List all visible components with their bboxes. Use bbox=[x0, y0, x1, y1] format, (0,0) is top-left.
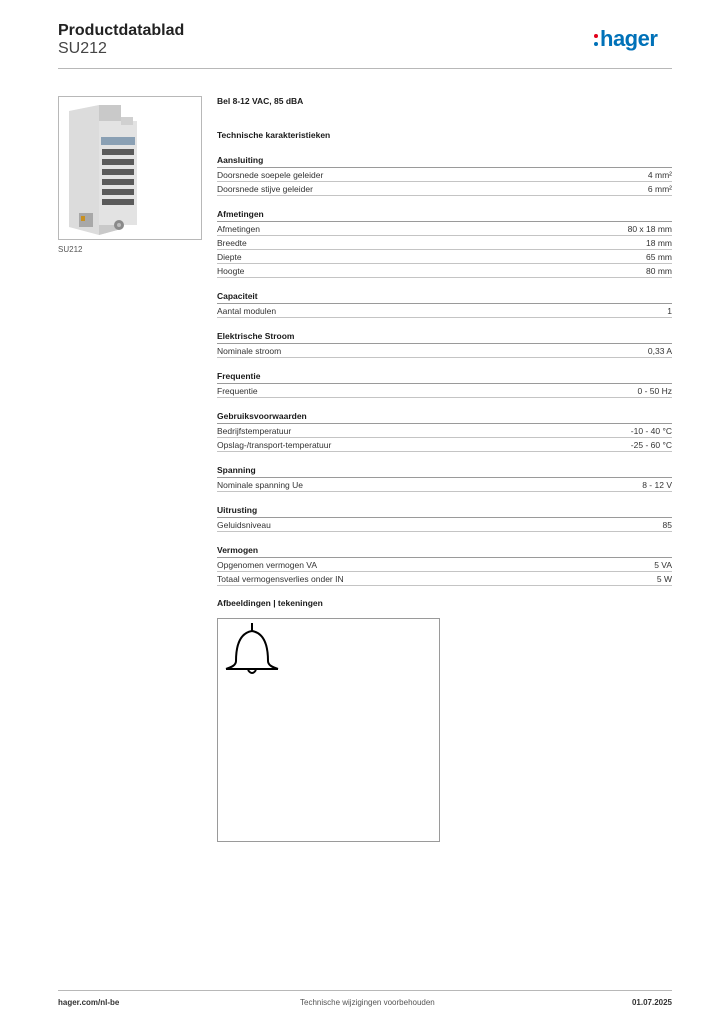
footer-date: 01.07.2025 bbox=[631, 998, 672, 1007]
spec-label: Opgenomen vermogen VA bbox=[217, 560, 318, 570]
spec-value: 4 mm² bbox=[647, 170, 672, 180]
logo-text: hager bbox=[600, 26, 658, 51]
spec-value: 8 - 12 V bbox=[642, 480, 672, 490]
spec-group-title: Frequentie bbox=[217, 370, 672, 384]
spec-group bbox=[217, 410, 672, 452]
spec-group bbox=[217, 504, 672, 532]
product-description: Bel 8-12 VAC, 85 dBA bbox=[217, 96, 304, 106]
footer-divider bbox=[58, 990, 672, 991]
spec-value: 5 W bbox=[656, 574, 672, 584]
spec-row bbox=[217, 478, 672, 492]
spec-row bbox=[217, 264, 672, 278]
spec-row bbox=[217, 384, 672, 398]
spec-row bbox=[217, 558, 672, 572]
spec-group bbox=[217, 544, 672, 586]
spec-label: Totaal vermogensverlies onder IN bbox=[217, 574, 344, 584]
spec-group bbox=[217, 154, 672, 196]
spec-value: -25 - 60 °C bbox=[630, 440, 672, 450]
spec-row bbox=[217, 222, 672, 236]
specification-groups bbox=[217, 154, 672, 586]
spec-label: Diepte bbox=[217, 252, 242, 262]
spec-row bbox=[217, 572, 672, 586]
spec-value: 80 x 18 mm bbox=[627, 224, 672, 234]
spec-row bbox=[217, 438, 672, 452]
spec-row bbox=[217, 518, 672, 532]
spec-value: 0 - 50 Hz bbox=[637, 386, 672, 396]
logo-dots-icon bbox=[594, 33, 598, 47]
spec-label: Nominale spanning Ue bbox=[217, 480, 303, 490]
spec-value: 18 mm bbox=[646, 238, 672, 248]
header-divider bbox=[58, 68, 672, 69]
spec-value: 0,33 A bbox=[647, 346, 672, 356]
spec-row bbox=[217, 344, 672, 358]
footer-disclaimer: Technische wijzigingen voorbehouden bbox=[300, 998, 435, 1007]
spec-group-title: Spanning bbox=[217, 464, 672, 478]
spec-row bbox=[217, 250, 672, 264]
spec-value: 80 mm bbox=[646, 266, 672, 276]
spec-group-title: Gebruiksvoorwaarden bbox=[217, 410, 672, 424]
product-image bbox=[58, 96, 202, 240]
spec-value: 85 bbox=[662, 520, 672, 530]
drawings-heading: Afbeeldingen | tekeningen bbox=[217, 598, 323, 608]
spec-label: Hoogte bbox=[217, 266, 245, 276]
main-content bbox=[217, 96, 672, 842]
spec-row bbox=[217, 424, 672, 438]
spec-label: Breedte bbox=[217, 238, 247, 248]
spec-row bbox=[217, 236, 672, 250]
spec-label: Bedrijfstemperatuur bbox=[217, 426, 292, 436]
spec-group bbox=[217, 290, 672, 318]
spec-group-title: Afmetingen bbox=[217, 208, 672, 222]
bell-symbol-icon bbox=[222, 621, 282, 677]
spec-label: Frequentie bbox=[217, 386, 258, 396]
spec-label: Aantal modulen bbox=[217, 306, 277, 316]
din-rail-bell-module-image bbox=[59, 97, 201, 239]
section-heading: Technische karakteristieken bbox=[217, 130, 331, 140]
spec-value: -10 - 40 °C bbox=[630, 426, 672, 436]
spec-group bbox=[217, 208, 672, 278]
spec-group-title: Aansluiting bbox=[217, 154, 672, 168]
spec-group-title: Uitrusting bbox=[217, 504, 672, 518]
product-caption: SU212 bbox=[58, 245, 83, 254]
spec-value: 6 mm² bbox=[647, 184, 672, 194]
spec-label: Afmetingen bbox=[217, 224, 260, 234]
spec-group bbox=[217, 464, 672, 492]
spec-row bbox=[217, 304, 672, 318]
spec-group-title: Elektrische Stroom bbox=[217, 330, 672, 344]
spec-group bbox=[217, 370, 672, 398]
spec-value: 5 VA bbox=[654, 560, 672, 570]
spec-group-title: Vermogen bbox=[217, 544, 672, 558]
spec-label: Doorsnede stijve geleider bbox=[217, 184, 313, 194]
spec-value: 65 mm bbox=[646, 252, 672, 262]
page-title: Productdatablad bbox=[58, 22, 185, 39]
spec-label: Nominale stroom bbox=[217, 346, 282, 356]
spec-row bbox=[217, 182, 672, 196]
spec-label: Opslag-/transport-temperatuur bbox=[217, 440, 332, 450]
spec-value: 1 bbox=[667, 306, 672, 316]
drawing-frame bbox=[217, 618, 440, 842]
spec-group-title: Capaciteit bbox=[217, 290, 672, 304]
footer-website: hager.com/nl-be bbox=[58, 998, 120, 1007]
spec-label: Doorsnede soepele geleider bbox=[217, 170, 324, 180]
spec-group bbox=[217, 330, 672, 358]
product-code: SU212 bbox=[58, 40, 107, 57]
spec-row bbox=[217, 168, 672, 182]
hager-logo bbox=[594, 28, 657, 50]
spec-label: Geluidsniveau bbox=[217, 520, 271, 530]
